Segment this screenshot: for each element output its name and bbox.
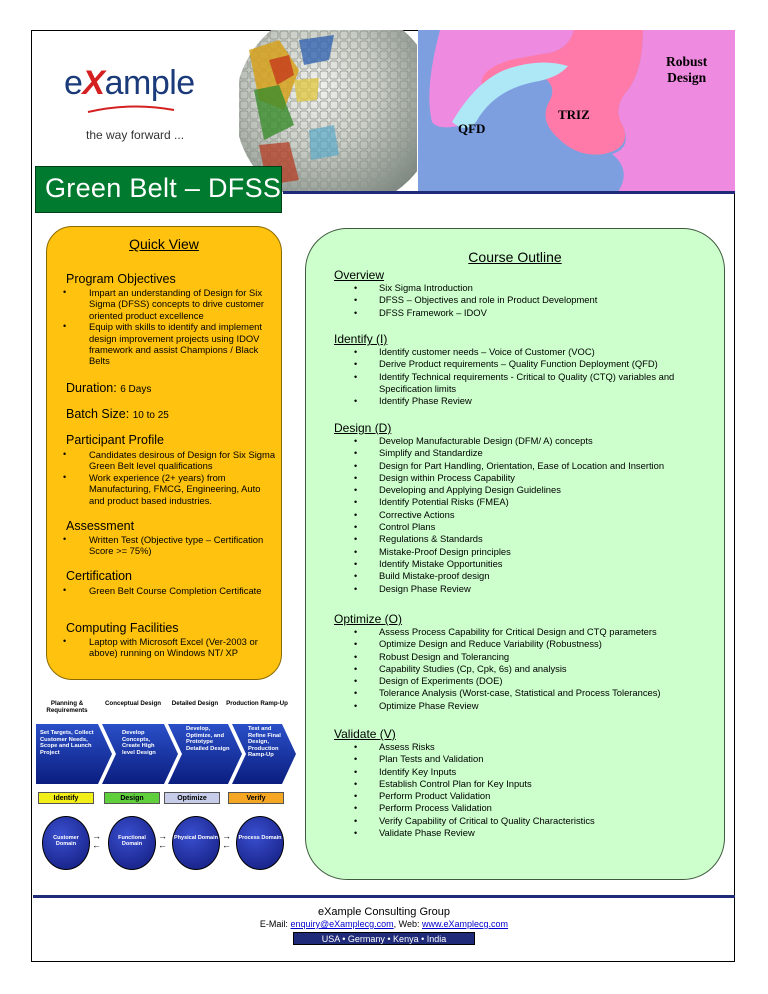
section-heading-overview: Overview — [334, 268, 385, 282]
list-item: • Design within Process Capability — [354, 472, 720, 484]
section-list-validate — [354, 741, 720, 839]
list-item: • Design Phase Review — [354, 583, 720, 595]
section-list-overview — [354, 282, 720, 319]
section-heading-identify: Identify (I) — [334, 332, 388, 346]
course-outline-title: Course Outline — [468, 249, 562, 265]
list-item: • Establish Control Plan for Key Inputs — [354, 778, 720, 790]
list-item: • Developing and Applying Design Guidelines — [354, 484, 720, 496]
list-item: • Six Sigma Introduction — [354, 282, 720, 294]
tagline: the way forward ... — [86, 128, 185, 142]
phase-text: Develop, Optimize, and Prototype Detailed Design — [186, 726, 230, 752]
phase-tag-design: Design — [104, 792, 160, 804]
email-label: E-Mail: — [259, 919, 288, 929]
phase-tag-identify: Identify — [38, 792, 94, 804]
domain-customer: Customer Domain — [42, 816, 90, 870]
batch-size-label: Batch Size: — [66, 407, 130, 421]
list-item: • Written Test (Objective type – Certification Score >= 75%) — [61, 534, 277, 557]
email-link[interactable]: enquiry@eXamplecg.com — [290, 919, 394, 929]
phase-tag-verify: Verify — [228, 792, 284, 804]
list-item: • Tolerance Analysis (Worst-case, Statistical and Process Tolerances) — [354, 687, 720, 699]
list-item: • Control Plans — [354, 521, 720, 533]
duration-row — [66, 381, 151, 395]
web-link[interactable]: www.eXamplecg.com — [422, 919, 509, 929]
list-item: • Develop Manufacturable Design (DFM/ A) concepts — [354, 435, 720, 447]
list-item: • DFSS Framework – IDOV — [354, 307, 720, 319]
phase-text: Test and Refine Final Design, Production Ramp-Up — [248, 726, 281, 759]
two-way-arrow-icon: → ← — [222, 831, 231, 850]
section-list-optimize — [354, 626, 720, 712]
program-objectives-heading: Program Objectives — [66, 272, 176, 286]
logo-swoosh-icon — [86, 104, 176, 116]
section-list-identify — [354, 346, 720, 407]
list-item: • Equip with skills to identify and implement design improvement projects using IDOV framework and assist Champions / Black Belts — [61, 321, 277, 367]
footer-contact — [0, 919, 768, 929]
list-item: • Perform Product Validation — [354, 790, 720, 802]
participant-profile-list — [61, 449, 277, 506]
certification-list — [61, 585, 277, 596]
process-diagram — [36, 700, 298, 875]
list-item: • Validate Phase Review — [354, 827, 720, 839]
batch-size-row — [66, 407, 169, 421]
list-item: • Assess Risks — [354, 741, 720, 753]
puzzle-label-triz: TRIZ — [558, 107, 590, 122]
phase-text: Develop Concepts, Create High level Design — [122, 730, 156, 756]
domain-functional: Functional Domain — [108, 816, 156, 870]
puzzle-label-robust-design: Robust Design — [666, 54, 708, 85]
puzzle-graphic — [418, 30, 735, 192]
batch-size-value: 10 to 25 — [132, 410, 169, 421]
list-item: • Identify customer needs – Voice of Customer (VOC) — [354, 346, 720, 358]
domain-physical: Physical Domain — [172, 816, 220, 870]
locations-bar: USA • Germany • Kenya • India — [293, 932, 475, 945]
duration-label: Duration: — [66, 381, 117, 395]
computing-heading: Computing Facilities — [66, 621, 179, 635]
list-item: • Impart an understanding of Design for Six Sigma (DFSS) concepts to drive customer oriented product excellence — [61, 287, 277, 321]
domain-process: Process Domain — [236, 816, 284, 870]
list-item: • Green Belt Course Completion Certificate — [61, 585, 277, 596]
section-heading-optimize: Optimize (O) — [334, 612, 403, 626]
list-item: • Candidates desirous of Design for Six Sigma Green Belt level qualifications — [61, 449, 277, 472]
list-item: • Identify Mistake Opportunities — [354, 558, 720, 570]
list-item: • Regulations & Standards — [354, 533, 720, 545]
list-item: • Mistake-Proof Design principles — [354, 546, 720, 558]
web-label: , Web: — [393, 919, 420, 929]
assessment-list — [61, 534, 277, 557]
footer-company: eXample Consulting Group — [317, 906, 451, 918]
page-title: Green Belt – DFSS — [45, 173, 282, 203]
header-rule — [283, 191, 735, 194]
quick-view-panel — [46, 226, 282, 680]
participant-profile-heading: Participant Profile — [66, 433, 164, 447]
list-item: • Identify Potential Risks (FMEA) — [354, 496, 720, 508]
list-item: • Build Mistake-proof design — [354, 570, 720, 582]
list-item: • Optimize Phase Review — [354, 700, 720, 712]
list-item: • Perform Process Validation — [354, 802, 720, 814]
two-way-arrow-icon: → ← — [158, 831, 167, 850]
two-way-arrow-icon: → ← — [92, 831, 101, 850]
puzzle-label-qfd: QFD — [458, 121, 486, 136]
title-banner — [35, 166, 282, 213]
list-item: • Identify Key Inputs — [354, 766, 720, 778]
phase-tag-optimize: Optimize — [164, 792, 220, 804]
program-objectives-list — [61, 287, 277, 367]
list-item: • Derive Product requirements – Quality Function Deployment (QFD) — [354, 358, 720, 370]
list-item: • Robust Design and Tolerancing — [354, 651, 720, 663]
list-item: • Design of Experiments (DOE) — [354, 675, 720, 687]
list-item: • Identify Technical requirements - Critical to Quality (CTQ) variables and Specification limits — [354, 371, 720, 396]
section-heading-design: Design (D) — [334, 421, 392, 435]
list-item: • Assess Process Capability for Critical Design and CTQ parameters — [354, 626, 720, 638]
phase-label: Conceptual Design — [104, 700, 162, 707]
section-heading-validate: Validate (V) — [334, 727, 396, 741]
phase-label: Production Ramp-Up — [226, 700, 288, 707]
quick-view-title: Quick View — [129, 236, 199, 252]
company-logo — [64, 56, 214, 146]
phase-text: Set Targets, Collect Customer Needs, Scope and Launch Project — [40, 730, 94, 756]
list-item: • Capability Studies (Cp, Cpk, 6s) and analysis — [354, 663, 720, 675]
computing-list — [61, 636, 277, 659]
section-list-design — [354, 435, 720, 595]
list-item: • Plan Tests and Validation — [354, 753, 720, 765]
certification-heading: Certification — [66, 569, 132, 583]
list-item: • Simplify and Standardize — [354, 447, 720, 459]
phase-label: Planning & Requirements — [46, 700, 88, 714]
course-outline-panel — [305, 228, 725, 880]
logo-wordmark: eXample — [64, 64, 195, 102]
list-item: • Work experience (2+ years) from Manufacturing, FMCG, Engineering, Auto and product based industries. — [61, 472, 277, 506]
duration-value: 6 Days — [120, 384, 152, 395]
footer-rule — [33, 895, 735, 898]
list-item: • Design for Part Handling, Orientation, Ease of Location and Insertion — [354, 460, 720, 472]
list-item: • Optimize Design and Reduce Variability (Robustness) — [354, 638, 720, 650]
list-item: • Identify Phase Review — [354, 395, 720, 407]
list-item: • Laptop with Microsoft Excel (Ver-2003 or above) running on Windows NT/ XP — [61, 636, 277, 659]
assessment-heading: Assessment — [66, 519, 135, 533]
list-item: • Corrective Actions — [354, 509, 720, 521]
list-item: • Verify Capability of Critical to Quality Characteristics — [354, 815, 720, 827]
phase-label: Detailed Design — [171, 700, 219, 707]
list-item: • DFSS – Objectives and role in Product Development — [354, 294, 720, 306]
